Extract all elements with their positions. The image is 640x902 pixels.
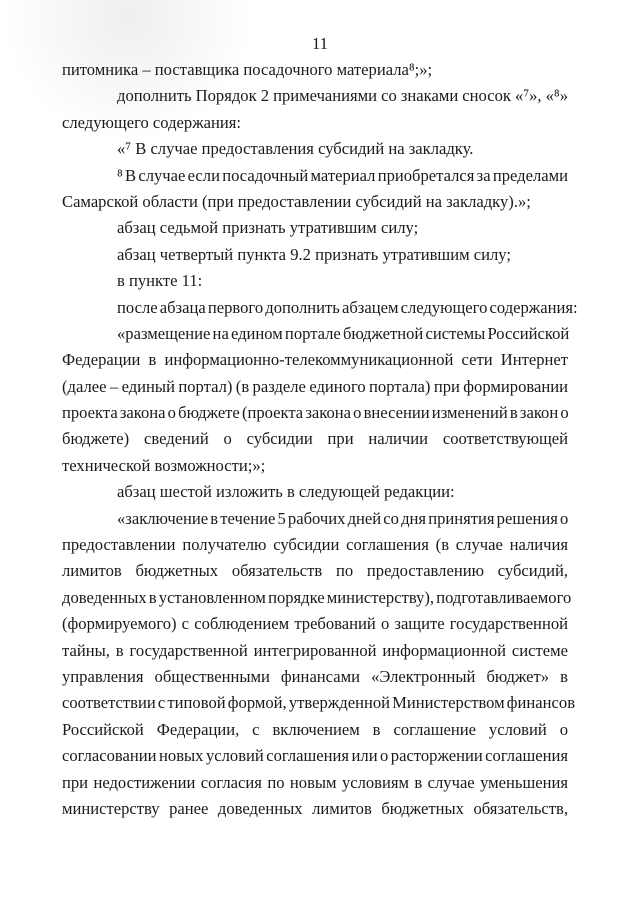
text-line: «заключение в течение 5 рабочих дней со дня принятия решения о	[117, 508, 569, 528]
text-line: министерству ранее доведенных лимитов бюджетных обязательств,	[62, 798, 568, 818]
text-line: технической возможности;»;	[62, 455, 266, 475]
text-line: согласовании новых условий соглашения или о расторжении соглашения	[62, 746, 568, 766]
text-line: абзац четвертый пункта 9.2 признать утратившим силу;	[117, 244, 511, 264]
text-line: «⁷ В случае предоставления субсидий на закладку.	[117, 139, 474, 159]
text-line: бюджете) сведений о субсидии при наличии соответствующей	[62, 429, 568, 449]
text-line: Самарской области (при предоставлении субсидий на закладку).»;	[62, 191, 531, 211]
text-line: (далее – единый портал) (в разделе единого портала) при формировании	[62, 376, 568, 396]
text-line: проекта закона о бюджете (проекта закона о внесении изменений в закон о	[62, 403, 569, 423]
text-line: предоставлении получателю субсидии соглашения (в случае наличия	[62, 535, 568, 555]
text-line: соответствии с типовой формой, утвержденной Министерством финансов	[62, 693, 576, 713]
text-line: (формируемого) с соблюдением требований о защите государственной	[62, 614, 568, 634]
text-line: после абзаца первого дополнить абзацем следующего содержания:	[117, 297, 578, 317]
text-line: тайны, в государственной интегрированной информационной системе	[62, 640, 568, 660]
text-line: доведенных в установленном порядке министерству), подготавливаемого	[62, 587, 572, 607]
text-line: питомника – поставщика посадочного материала⁸;»;	[62, 60, 433, 79]
text-line: ⁸ В случае если посадочный материал приобретался за пределами	[117, 165, 568, 185]
text-line: следующего содержания:	[62, 112, 242, 132]
page-number: 11	[311, 34, 329, 53]
text-line: дополнить Порядок 2 примечаниями со знаками сносок «⁷», «⁸»	[117, 86, 568, 106]
text-line: управления общественными финансами «Электронный бюджет» в	[62, 666, 568, 686]
text-line: абзац седьмой признать утратившим силу;	[117, 218, 419, 238]
text-line: Федерации в информационно-телекоммуникационной сети Интернет	[62, 350, 568, 370]
text-line: в пункте 11:	[117, 271, 203, 291]
text-line: лимитов бюджетных обязательств по предоставлению субсидий,	[62, 561, 568, 581]
text-line: при недостижении согласия по новым условиям в случае уменьшения	[62, 772, 568, 792]
text-line: абзац шестой изложить в следующей редакции:	[117, 482, 455, 502]
document-body	[0, 57, 640, 822]
text-line: Российской Федерации, с включением в соглашение условий о	[62, 719, 568, 739]
text-line: «размещение на едином портале бюджетной системы Российской	[117, 323, 570, 343]
